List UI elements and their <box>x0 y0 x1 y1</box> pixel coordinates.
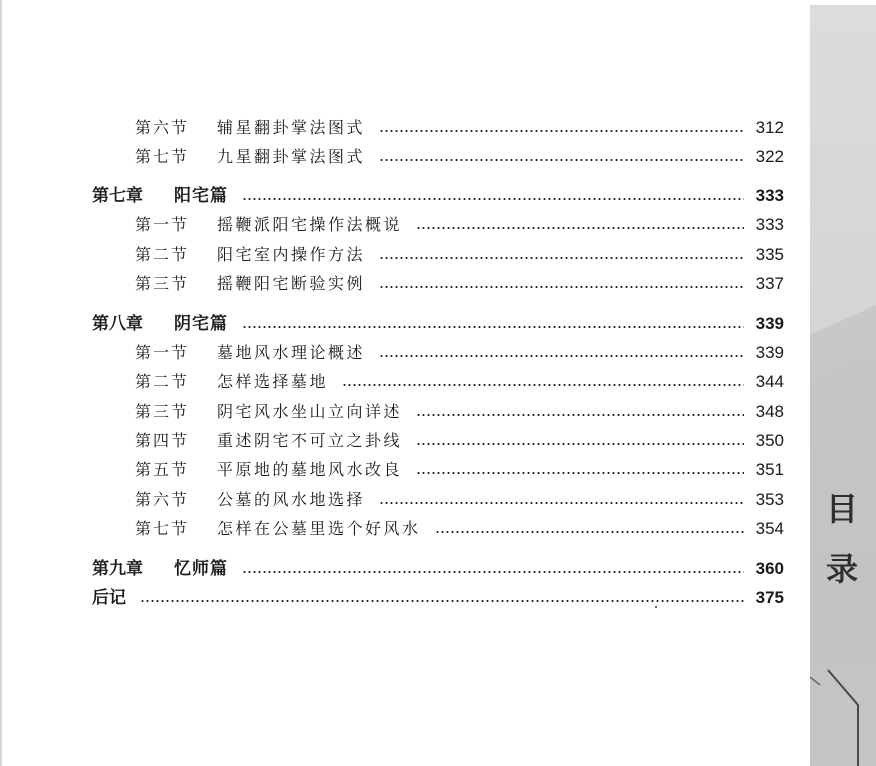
page-number: 360 <box>755 559 784 578</box>
toc-section-row <box>92 427 784 455</box>
section-number: 第二节 <box>135 372 190 391</box>
page-number: 351 <box>755 460 784 479</box>
scan-speck <box>655 606 657 608</box>
page-number: 337 <box>755 274 784 293</box>
section-title: 九星翻卦掌法图式 <box>217 147 366 166</box>
toc-section-row <box>92 456 784 484</box>
dot-leader <box>242 326 744 328</box>
dot-leader <box>242 198 744 200</box>
toc-section-row <box>92 515 784 543</box>
page-number: 350 <box>755 431 784 450</box>
page-number: 312 <box>755 118 784 137</box>
page-number: 375 <box>755 588 784 607</box>
toc-chapter-row <box>92 555 784 583</box>
dot-leader <box>342 384 744 386</box>
section-number: 第三节 <box>135 402 190 421</box>
toc-section-row <box>92 211 784 239</box>
toc-section-row <box>92 486 784 514</box>
dot-leader <box>416 414 744 416</box>
page-number: 344 <box>755 372 784 391</box>
page-number: 322 <box>755 147 784 166</box>
side-tab-decoration <box>810 5 876 766</box>
section-number: 第一节 <box>135 215 190 234</box>
section-title: 重述阴宅不可立之卦线 <box>217 431 403 450</box>
toc-section-row <box>92 368 784 396</box>
page-edge-shadow <box>0 0 3 766</box>
dot-leader <box>379 355 744 357</box>
section-number: 第六节 <box>135 490 190 509</box>
section-title: 阳宅室内操作方法 <box>217 245 366 264</box>
section-number: 第二节 <box>135 245 190 264</box>
chapter-number: 第七章 <box>92 186 143 206</box>
chapter-title: 忆师篇 <box>174 559 228 579</box>
dot-leader <box>379 286 744 288</box>
chapter-number: 后记 <box>92 588 126 608</box>
section-title: 墓地风水理论概述 <box>217 343 366 362</box>
chapter-title: 阳宅篇 <box>174 186 228 206</box>
section-title: 摇鞭派阳宅操作法概说 <box>217 215 403 234</box>
dot-leader <box>379 502 744 504</box>
section-number: 第六节 <box>135 118 190 137</box>
section-number: 第四节 <box>135 431 190 450</box>
section-title: 怎样选择墓地 <box>217 372 329 391</box>
chapter-number: 第八章 <box>92 314 143 334</box>
section-number: 第七节 <box>135 147 190 166</box>
toc-section-row <box>92 114 784 142</box>
page-number: 339 <box>755 314 784 333</box>
toc-section-row <box>92 143 784 171</box>
section-title: 公墓的风水地选择 <box>217 490 366 509</box>
section-number: 第五节 <box>135 460 190 479</box>
dot-leader <box>379 159 744 161</box>
toc-section-row <box>92 339 784 367</box>
dot-leader <box>140 600 744 602</box>
dot-leader <box>242 571 744 573</box>
section-title: 摇鞭阳宅断验实例 <box>217 274 366 293</box>
side-tab-char-2: 录 <box>825 550 858 588</box>
toc-chapter-row <box>92 584 784 612</box>
page-number: 353 <box>755 490 784 509</box>
toc-chapter-row <box>92 310 784 338</box>
page-number: 333 <box>755 186 784 205</box>
page-number: 348 <box>755 402 784 421</box>
section-title: 辅星翻卦掌法图式 <box>217 118 366 137</box>
section-title: 怎样在公墓里选个好风水 <box>217 519 421 538</box>
toc-section-row <box>92 270 784 298</box>
dot-leader <box>435 531 744 533</box>
dot-leader <box>379 257 744 259</box>
side-tab-char-1: 目 <box>825 490 858 528</box>
section-number: 第一节 <box>135 343 190 362</box>
section-title: 阴宅风水坐山立向详述 <box>217 402 403 421</box>
dot-leader <box>416 227 744 229</box>
toc-section-row <box>92 241 784 269</box>
page-number: 354 <box>755 519 784 538</box>
chapter-title: 阴宅篇 <box>174 314 228 334</box>
dot-leader <box>379 130 744 132</box>
section-title: 平原地的墓地风水改良 <box>217 460 403 479</box>
page-number: 335 <box>755 245 784 264</box>
section-number: 第七节 <box>135 519 190 538</box>
dot-leader <box>416 443 744 445</box>
page-number: 339 <box>755 343 784 362</box>
dot-leader <box>416 472 744 474</box>
side-tab <box>810 5 876 766</box>
toc-section-row <box>92 398 784 426</box>
toc-chapter-row <box>92 182 784 210</box>
section-number: 第三节 <box>135 274 190 293</box>
chapter-number: 第九章 <box>92 559 143 579</box>
page-number: 333 <box>755 215 784 234</box>
